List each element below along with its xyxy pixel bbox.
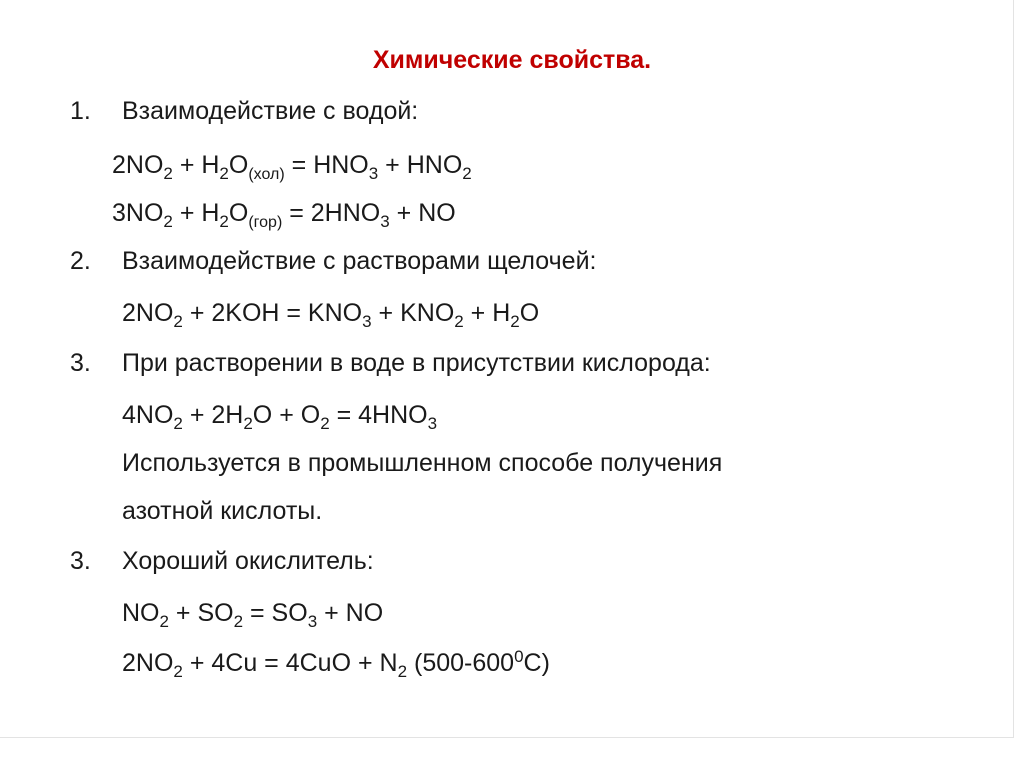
item-4-heading: Хороший окислитель: xyxy=(122,547,374,575)
item-1-equation-cold xyxy=(112,150,472,183)
condition-cold: (хол) xyxy=(248,166,285,183)
equation-part: + 4Cu = 4CuO + N xyxy=(182,649,398,677)
slide-border-bottom xyxy=(0,737,1014,738)
equation-part: 2 xyxy=(219,164,229,183)
equation-part: C) xyxy=(523,649,550,677)
equation-part: 2NO xyxy=(122,649,174,677)
item-2-number: 2. xyxy=(70,247,91,275)
equation-part: 3 xyxy=(362,312,372,331)
equation-part: = SO xyxy=(243,599,308,627)
equation-part: + HNO xyxy=(378,151,463,179)
equation-part: 2 xyxy=(173,662,183,681)
item-2-heading: Взаимодействие с растворами щелочей: xyxy=(122,247,597,275)
equation-part: O xyxy=(519,299,540,327)
equation-part: 2 xyxy=(173,312,183,331)
item-3-heading-line xyxy=(70,348,711,378)
equation-part: 2 xyxy=(462,164,472,183)
equation-part: 2 xyxy=(397,662,408,681)
item-2-heading-line xyxy=(70,246,597,276)
equation-part: NO xyxy=(122,599,160,627)
equation-part: 3 xyxy=(368,164,379,183)
condition-hot: (гор) xyxy=(248,214,283,231)
equation-part: 2 xyxy=(219,212,229,231)
equation-part: 2 xyxy=(233,612,244,631)
equation-part: + H xyxy=(172,151,220,179)
equation-part: 2 xyxy=(163,212,173,231)
equation-part: 4NO xyxy=(122,401,174,429)
item-4-number: 3. xyxy=(70,547,91,575)
slide-title: Химические свойства. xyxy=(372,46,652,74)
equation-part: 2 xyxy=(243,414,253,433)
equation-part: 2NO xyxy=(112,151,164,179)
equation-part: 3 xyxy=(307,612,318,631)
equation-part: 2 xyxy=(173,414,183,433)
item-4-equation-2 xyxy=(122,647,550,681)
equation-part: + NO xyxy=(389,199,456,227)
equation-part: 2NO xyxy=(122,299,174,327)
equation-part: 2 xyxy=(454,312,464,331)
equation-part: O + O xyxy=(252,401,321,429)
equation-part: (500-600 xyxy=(407,649,515,677)
equation-part: = 4HNO xyxy=(329,401,428,429)
equation-part: 3NO xyxy=(112,199,164,227)
equation-part: 3 xyxy=(427,414,438,433)
equation-part: 2 xyxy=(320,414,330,433)
item-4-heading-line xyxy=(70,546,374,576)
item-3-note-line-1: Используется в промышленном способе получения xyxy=(122,449,723,477)
equation-part: 0 xyxy=(514,647,524,666)
item-3-number: 3. xyxy=(70,349,91,377)
item-1-heading-line xyxy=(70,96,418,126)
item-1-equation-hot xyxy=(112,198,456,231)
equation-part: 2 xyxy=(159,612,169,631)
equation-part: + NO xyxy=(317,599,384,627)
equation-part: + KNO xyxy=(371,299,455,327)
equation-part: + SO xyxy=(168,599,234,627)
equation-part: O xyxy=(228,199,249,227)
item-1-heading: Взаимодействие с водой: xyxy=(122,97,419,125)
equation-part: 2 xyxy=(163,164,173,183)
equation-part: = HNO xyxy=(284,151,369,179)
equation-part: 2 xyxy=(510,312,520,331)
equation-part: O xyxy=(228,151,249,179)
item-3-heading: При растворении в воде в присутствии кислорода: xyxy=(122,349,711,377)
item-1-number: 1. xyxy=(70,97,91,125)
slide-border-right xyxy=(1013,0,1014,738)
item-3-equation xyxy=(122,400,438,433)
item-2-equation xyxy=(122,298,540,331)
equation-part: = 2HNO xyxy=(282,199,381,227)
equation-part: + 2KOH = KNO xyxy=(182,299,363,327)
item-4-equation-1 xyxy=(122,598,384,631)
item-3-note-line-2: азотной кислоты. xyxy=(122,497,323,525)
equation-part: + H xyxy=(463,299,511,327)
equation-part: + H xyxy=(172,199,220,227)
equation-part: + 2H xyxy=(182,401,244,429)
equation-part: 3 xyxy=(380,212,390,231)
